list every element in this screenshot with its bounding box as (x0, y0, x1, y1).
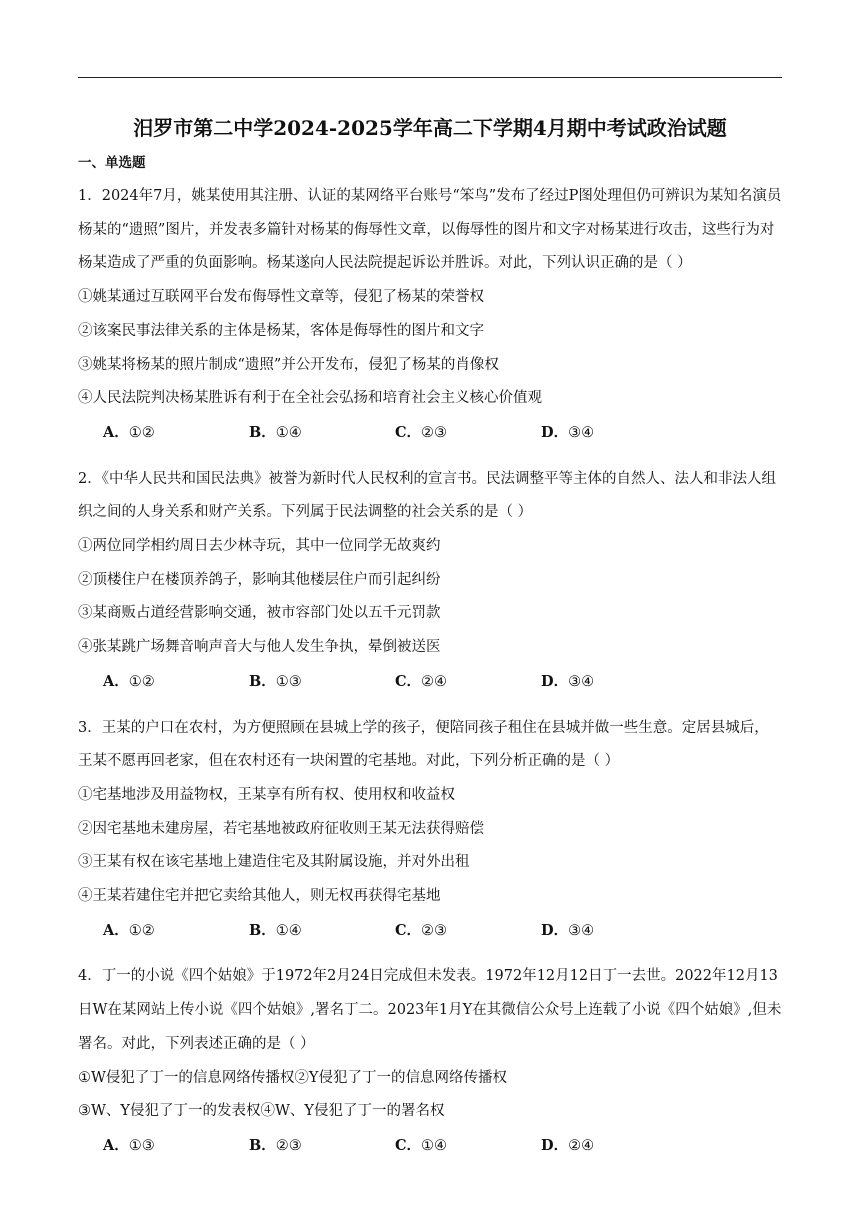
option-b[interactable] (249, 1129, 395, 1164)
option-letter: B． (249, 672, 276, 690)
question-stem: 2．《中华人民共和国民法典》被誉为新时代人民权利的宣言书。民法调整平等主体的自然人、法人和非法人组织之间的人身关系和财产关系。下列属于民法调整的社会关系的是（ ） (78, 470, 776, 521)
option-letter: C． (395, 921, 422, 939)
option-c[interactable] (395, 416, 541, 451)
option-text: ③④ (568, 673, 595, 690)
options-row (78, 1129, 782, 1164)
statement: ④王某若建住宅并把它卖给其他人，则无权再获得宅基地 (78, 888, 441, 905)
option-text: ①② (128, 673, 155, 690)
option-letter: C． (395, 672, 422, 690)
option-letter: D． (541, 672, 569, 690)
option-letter: B． (249, 1136, 276, 1154)
question-4 (78, 960, 782, 1163)
statement: ②该案民事法律关系的主体是杨某，客体是侮辱性的图片和文字 (78, 322, 484, 339)
statement: ②顶楼住户在楼顶养鸽子，影响其他楼层住户而引起纠纷 (78, 571, 441, 588)
option-text: ①② (128, 922, 155, 939)
option-d[interactable] (541, 914, 687, 949)
option-letter: D． (541, 423, 569, 441)
option-letter: D． (541, 1136, 569, 1154)
option-text: ②③ (275, 1137, 302, 1154)
option-text: ②③ (421, 424, 448, 441)
option-text: ②④ (421, 673, 448, 690)
options-row (78, 665, 782, 700)
section-heading: 一、单选题 (78, 155, 146, 171)
option-letter: C． (395, 1136, 422, 1154)
option-text: ①② (128, 424, 155, 441)
statement: ①W侵犯了丁一的信息网络传播权②Y侵犯了丁一的信息网络传播权 (78, 1069, 507, 1086)
question-stem: 4．丁一的小说《四个姑娘》于1972年2月24日完成但未发表。1972年12月12日丁一去世。2022年12月13日W在某网站上传小说《四个姑娘》,署名丁二。2023年1月Y在其微信公众号上连载了小说《四个姑娘》,但未署名。对此，下列表述正确的是（ ） (78, 968, 782, 1052)
option-letter: A． (103, 1136, 129, 1154)
statement: ③王某有权在该宅基地上建造住宅及其附属设施，并对外出租 (78, 854, 470, 871)
statement: ①姚某通过互联网平台发布侮辱性文章等，侵犯了杨某的荣誉权 (78, 289, 484, 306)
option-a[interactable] (103, 1129, 249, 1164)
statement: ①两位同学相约周日去少林寺玩，其中一位同学无故爽约 (78, 538, 441, 555)
statement: ③W、Y侵犯了丁一的发表权④W、Y侵犯了丁一的署名权 (78, 1103, 445, 1120)
statement: ③某商贩占道经营影响交通，被市容部门处以五千元罚款 (78, 605, 441, 622)
options-row (78, 914, 782, 949)
option-letter: D． (541, 921, 569, 939)
option-text: ③④ (568, 922, 595, 939)
option-b[interactable] (249, 914, 395, 949)
option-a[interactable] (103, 914, 249, 949)
option-d[interactable] (541, 416, 687, 451)
option-c[interactable] (395, 914, 541, 949)
option-a[interactable] (103, 416, 249, 451)
option-letter: A． (103, 423, 129, 441)
option-text: ①③ (275, 673, 302, 690)
option-text: ③④ (568, 424, 595, 441)
statement: ①宅基地涉及用益物权，王某享有所有权、使用权和收益权 (78, 786, 455, 803)
option-d[interactable] (541, 1129, 687, 1164)
option-b[interactable] (249, 665, 395, 700)
option-text: ①④ (275, 424, 302, 441)
option-text: ①④ (275, 922, 302, 939)
option-letter: A． (103, 921, 129, 939)
option-letter: B． (249, 921, 276, 939)
option-c[interactable] (395, 1129, 541, 1164)
option-text: ①④ (421, 1137, 448, 1154)
question-3 (78, 712, 782, 949)
option-text: ②③ (421, 922, 448, 939)
header-rule (78, 77, 782, 78)
question-1 (78, 180, 782, 451)
options-row (78, 416, 782, 451)
question-stem: 3．王某的户口在农村，为方便照顾在县城上学的孩子，便陪同孩子租住在县城并做一些生意。定居县城后，王某不愿再回老家，但在农村还有一块闲置的宅基地。对此，下列分析正确的是（ ） (78, 719, 769, 770)
question-list (78, 180, 782, 1176)
statement: ③姚某将杨某的照片制成“遗照”并公开发布，侵犯了杨某的肖像权 (78, 356, 499, 373)
option-a[interactable] (103, 665, 249, 700)
page-title: 汨罗市第二中学2024-2025学年高二下学期4月期中考试政治试题 (133, 116, 727, 140)
statement: ④张某跳广场舞音响声音大与他人发生争执，晕倒被送医 (78, 639, 441, 656)
statement: ②因宅基地未建房屋，若宅基地被政府征收则王某无法获得赔偿 (78, 820, 484, 837)
option-letter: C． (395, 423, 422, 441)
statement: ④人民法院判决杨某胜诉有利于在全社会弘扬和培育社会主义核心价值观 (78, 390, 542, 407)
option-text: ②④ (568, 1137, 595, 1154)
question-2 (78, 463, 782, 700)
option-text: ①③ (128, 1137, 155, 1154)
option-c[interactable] (395, 665, 541, 700)
question-stem: 1．2024年7月，姚某使用其注册、认证的某网络平台账号“笨鸟”发布了经过P图处理但仍可辨识为某知名演员杨某的“遗照”图片，并发表多篇针对杨某的侮辱性文章，以侮辱性的图片和文字对杨某进行攻击，这些行为对杨某造成了严重的负面影响。杨某遂向人民法院提起诉讼并胜诉。对此，下列认识正确的是（ ） (78, 188, 782, 272)
option-letter: A． (103, 672, 129, 690)
option-d[interactable] (541, 665, 687, 700)
option-letter: B． (249, 423, 276, 441)
option-b[interactable] (249, 416, 395, 451)
